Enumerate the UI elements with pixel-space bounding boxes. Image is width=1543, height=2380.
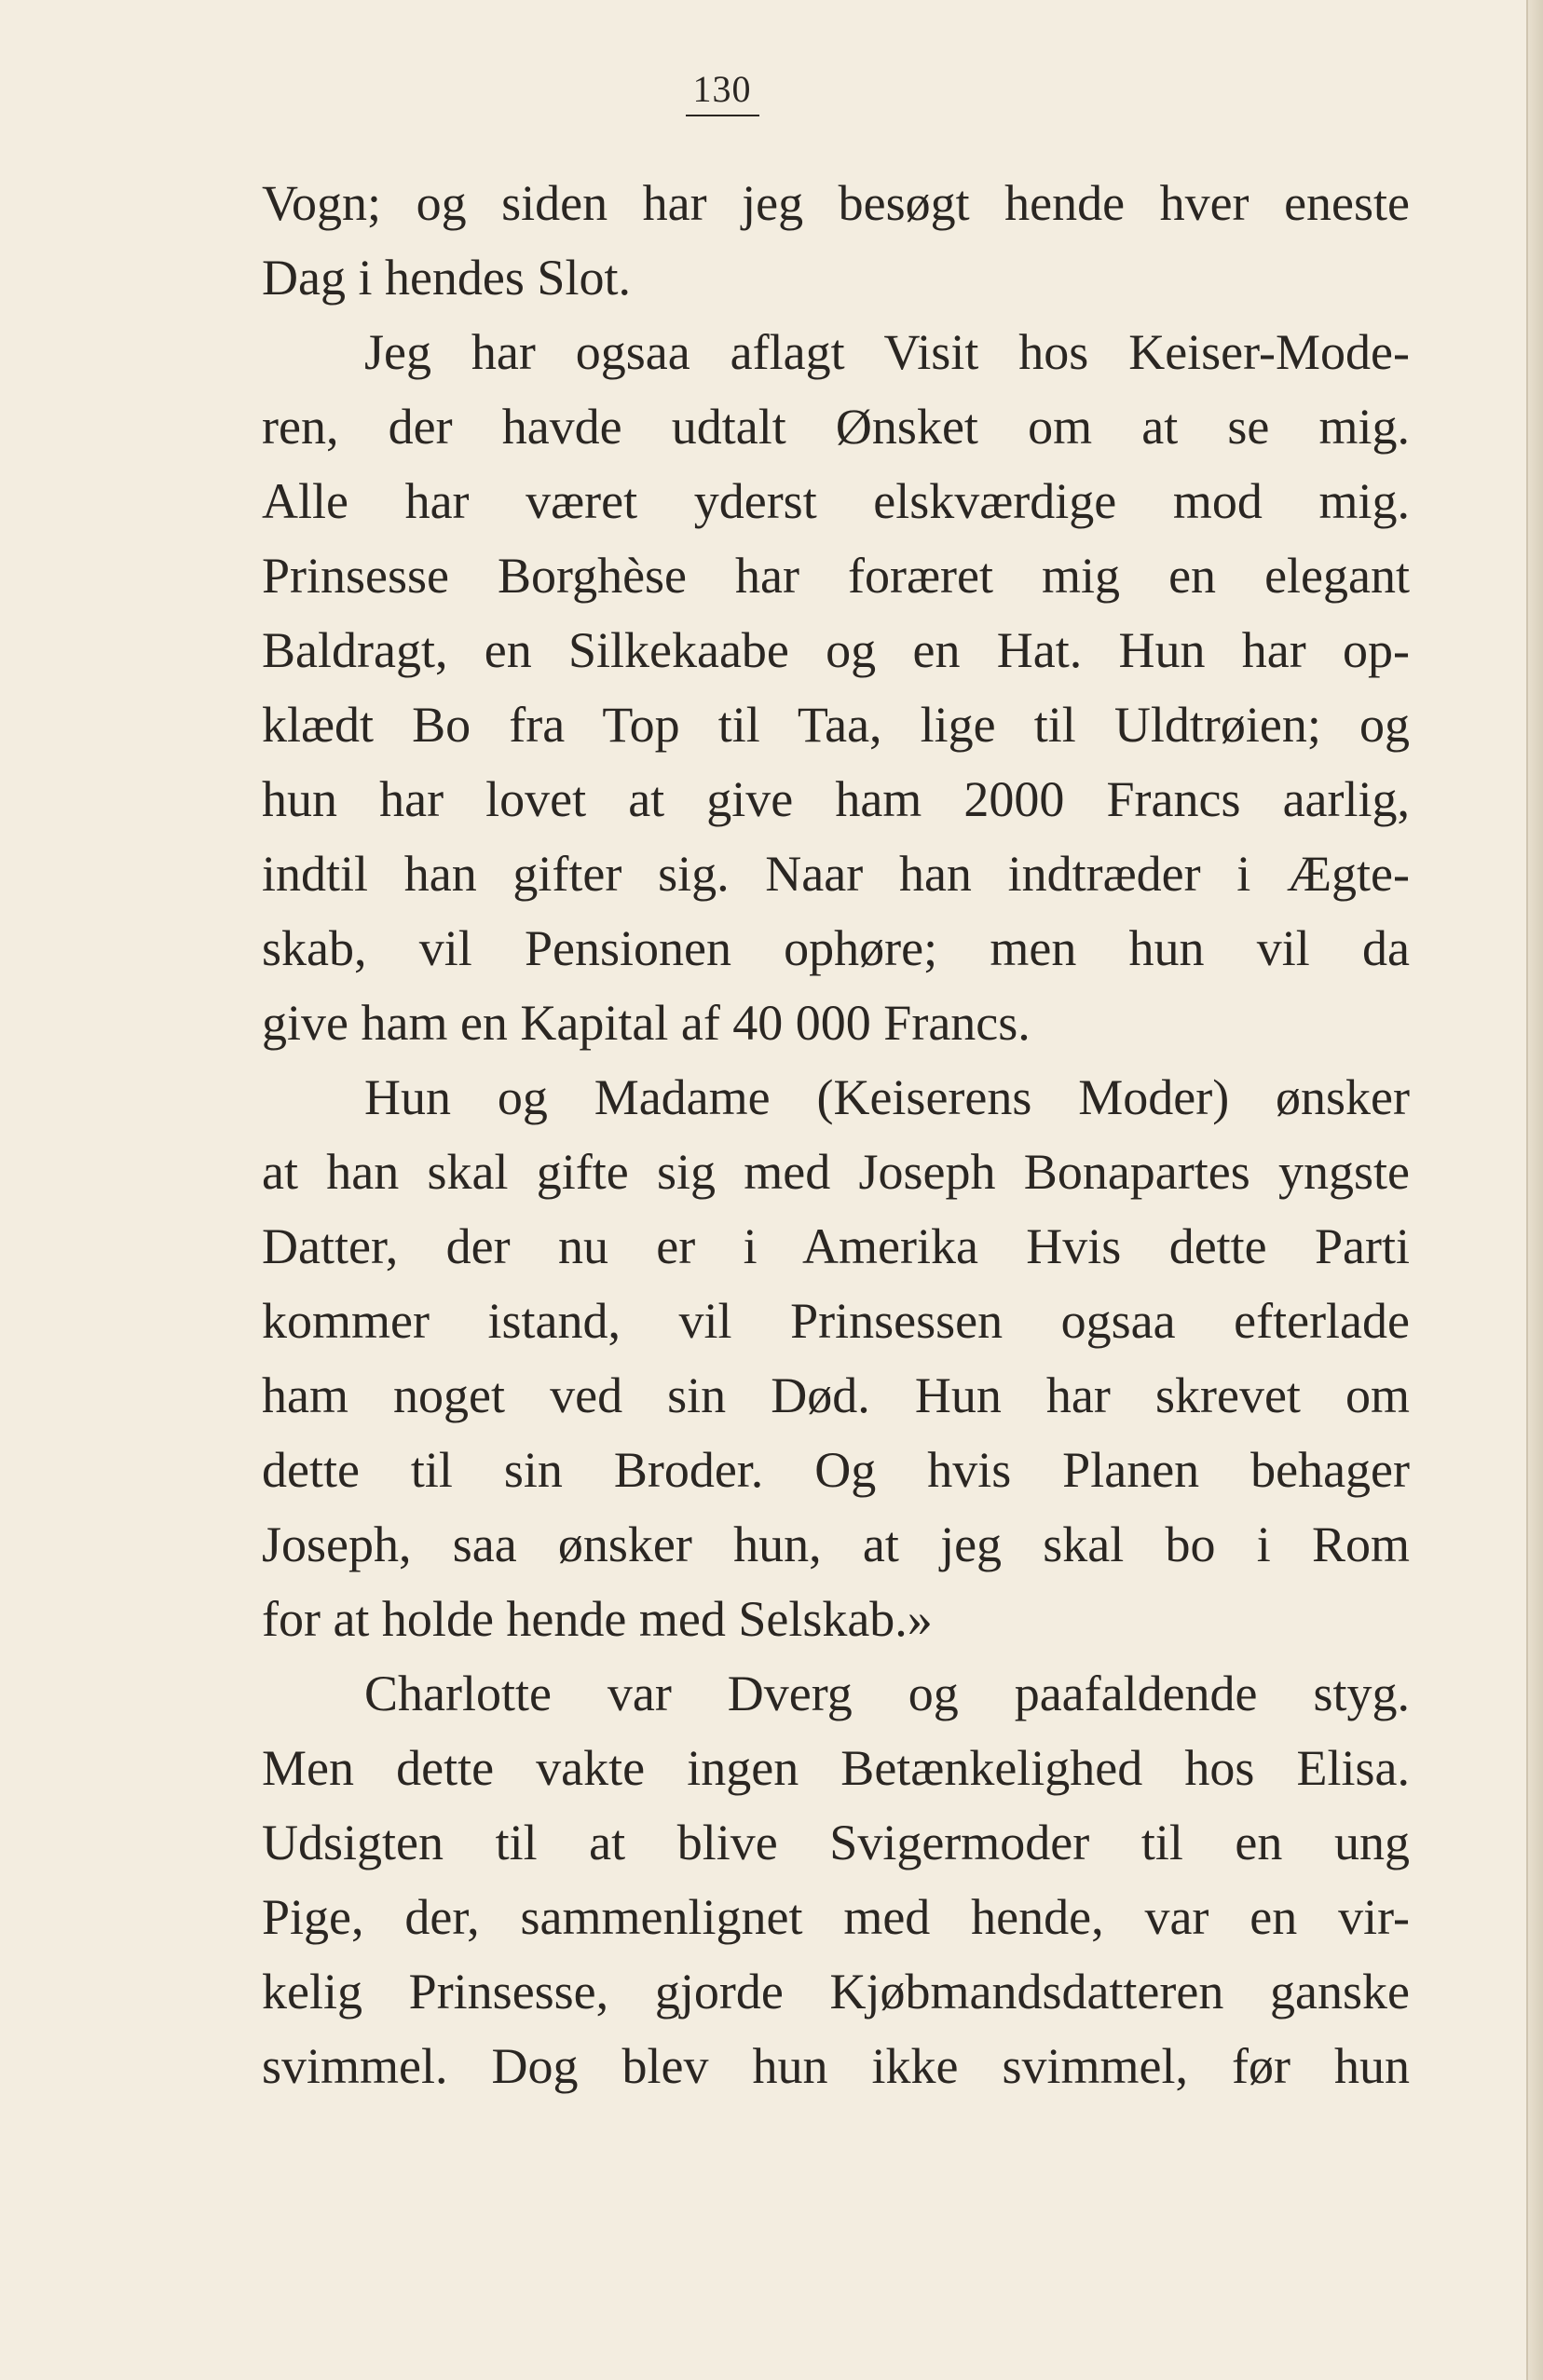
text-block bbox=[262, 166, 1410, 2103]
text-line: Dag i hendes Slot. bbox=[262, 250, 631, 306]
text-line: Men dette vakte ingen Betænkelighed hos Elisa. bbox=[262, 1740, 1410, 1796]
text-line: svimmel. Dog blev hun ikke svimmel, før hun bbox=[262, 2038, 1410, 2094]
text-line: dette til sin Broder. Og hvis Planen behager bbox=[262, 1442, 1410, 1498]
text-line: Hun og Madame (Keiserens Moder) ønsker bbox=[364, 1069, 1410, 1125]
text-line: Datter, der nu er i Amerika Hvis dette Parti bbox=[262, 1218, 1410, 1274]
text-line: klædt Bo fra Top til Taa, lige til Uldtrøien; og bbox=[262, 697, 1410, 753]
text-line: Pige, der, sammenlignet med hende, var en vir- bbox=[262, 1889, 1410, 1945]
text-line: give ham en Kapital af 40 000 Francs. bbox=[262, 995, 1031, 1051]
text-line: Baldragt, en Silkekaabe og en Hat. Hun har op- bbox=[262, 622, 1410, 678]
text-line: Joseph, saa ønsker hun, at jeg skal bo i Rom bbox=[262, 1516, 1410, 1572]
text-line: Charlotte var Dverg og paafaldende styg. bbox=[364, 1666, 1410, 1721]
text-line: skab, vil Pensionen ophøre; men hun vil da bbox=[262, 920, 1410, 976]
paper-edge bbox=[1526, 0, 1543, 2380]
text-line: indtil han gifter sig. Naar han indtræder i Ægte- bbox=[262, 846, 1410, 902]
text-line: at han skal gifte sig med Joseph Bonapartes yngste bbox=[262, 1144, 1410, 1200]
text-line: kelig Prinsesse, gjorde Kjøbmandsdatteren ganske bbox=[262, 1964, 1410, 2020]
text-line: ren, der havde udtalt Ønsket om at se mig. bbox=[262, 399, 1410, 455]
text-line: ham noget ved sin Død. Hun har skrevet om bbox=[262, 1367, 1410, 1423]
text-line: Vogn; og siden har jeg besøgt hende hver eneste bbox=[262, 175, 1410, 231]
page-number bbox=[0, 67, 1543, 116]
text-line: Jeg har ogsaa aflagt Visit hos Keiser-Mode- bbox=[364, 324, 1410, 380]
text-line: Alle har været yderst elskværdige mod mig. bbox=[262, 473, 1410, 529]
text-line: Prinsesse Borghèse har foræret mig en elegant bbox=[262, 548, 1410, 604]
text-line: for at holde hende med Selskab.» bbox=[262, 1591, 933, 1647]
text-line: hun har lovet at give ham 2000 Francs aarlig, bbox=[262, 771, 1410, 827]
text-line: Udsigten til at blive Svigermoder til en ung bbox=[262, 1815, 1410, 1870]
page-number-text: 130 bbox=[686, 67, 759, 116]
text-line: kommer istand, vil Prinsessen ogsaa efterlade bbox=[262, 1293, 1410, 1349]
